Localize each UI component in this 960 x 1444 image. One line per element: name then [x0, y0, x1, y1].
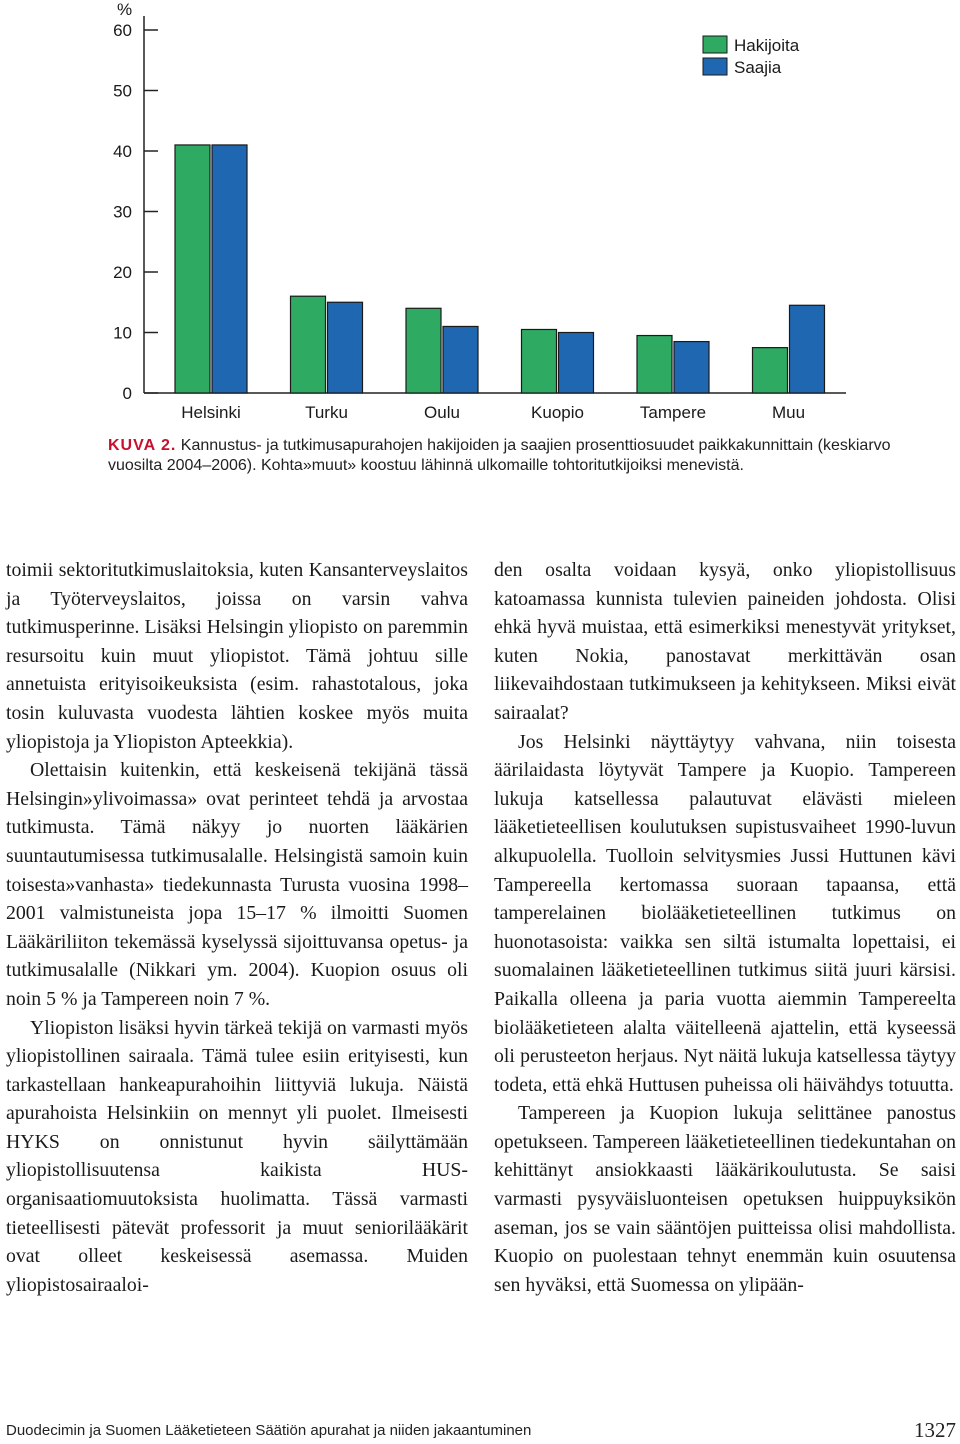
y-tick-label: 20	[113, 263, 132, 282]
y-tick-label: 60	[113, 21, 132, 40]
y-tick-label: 30	[113, 202, 132, 222]
figure-label: KUVA 2.	[108, 437, 177, 454]
figure-caption-text: Kannustus- ja tutkimusapurahojen hakijoiden ja saajien prosenttiosuudet paikkakunnittain (keskiarvo vuosilta 2004–2006). Kohta»muut» koostuu lähinnä ulkomaille tohtoritutkijoiksi menevistä.	[108, 437, 891, 474]
paragraph: toimii sektoritutkimuslaitoksia, kuten Kansanterveyslaitos ja Työterveyslaitos, joissa on varsin vahva tutkimusperinne. Lisäksi Helsingin yliopisto on paremmin resursoitu kuin muut yliopistot. Tämä johtuu sille annetuista erityisoikeuksista (esim. rahastotalous, joka tosin kuluvasta vuodesta lähtien koskee myös muita yliopistoja ja Yliopiston Apteekkia).	[6, 559, 468, 753]
page-number: 1327	[914, 1418, 956, 1442]
legend-swatch	[703, 58, 727, 75]
x-tick-label: Helsinki	[181, 403, 241, 422]
legend-label: Hakijoita	[734, 36, 800, 55]
bar	[753, 348, 788, 393]
running-title: Duodecimin ja Suomen Lääketieteen Säätiön apurahat ja niiden jakaantuminen	[6, 1422, 532, 1439]
bar	[559, 333, 594, 394]
legend-swatch	[703, 36, 727, 53]
bar	[212, 145, 247, 393]
bar	[674, 342, 709, 393]
bar	[328, 302, 363, 393]
y-unit-label: %	[117, 0, 133, 19]
left-text-column	[6, 556, 468, 1299]
bar	[175, 145, 210, 393]
x-tick-label: Muu	[771, 403, 806, 422]
legend-label: Saajia	[734, 58, 782, 77]
x-tick-label: Oulu	[424, 403, 460, 422]
page-footer	[6, 1418, 956, 1444]
y-tick-label: 40	[113, 142, 132, 161]
bar	[443, 326, 478, 393]
bar	[637, 336, 672, 393]
paragraph: Jos Helsinki näyttäytyy vahvana, niin toisesta äärilaidasta löytyvät Tampere ja Kuopio. Tampereen lukuja katsellessa palautuvat elävästi mieleen lääketieteellisen koulutuksen supistusvaiheet 1990-luvun alkupuolella. Tuolloin selvitysmies Jussi Huttunen kävi Tampereella kertomassa suoraan tapaansa, että tamperelainen biolääketieteellinen tutkimus on huonotasoista: vaikka sen siltä istumalta lopettaisi, ei suomalainen lääketieteellinen tutkimus siitä juuri kärsisi. Paikalla olleena ja paria vuotta aiemmin Tampereelta biolääketieteen alalta väitelleenä ajattelin, että kyseessä oli perusteeton herjaus. Nyt näitä lukuja katsellessa täytyy todeta, että ehkä Huttusen puheissa oli häivähdys totuutta.	[494, 730, 956, 1096]
bars	[175, 145, 825, 393]
paragraph: Olettaisin kuitenkin, että keskeisenä tekijänä tässä Helsingin»ylivoimassa» ovat perinteet tehdä ja arvostaa tutkimusta. Tämä näkyy jo nuorten lääkärien suuntautumisessa tutkimusalalle. Helsingistä samoin kuin toisesta»vanhasta» tiedekunnasta Turusta vuosina 1998–2001 valmistuneista jopa 15–17 % ilmoitti Suomen Lääkäriliiton tekemässä kyselyssä sijoittuvansa opetus- ja tutkimusalalle (Nikkari ym. 2004). Kuopion osuus oli noin 5 % ja Tampereen noin 7 %.	[6, 759, 468, 1010]
right-text-column	[494, 556, 956, 1299]
x-tick-label: Tampere	[639, 403, 707, 422]
y-tick-label: 10	[113, 323, 132, 343]
paragraph: den osalta voidaan kysyä, onko yliopistollisuus katoamassa kunnista tulevien paineiden johdosta. Olisi ehkä hyvä muistaa, että esimerkiksi menestyvät yritykset, kuten Nokia, panostavat merkittävän osan liikevaihdostaan tutkimukseen ja kehitykseen. Miksi eivät sairaalat?	[494, 559, 956, 724]
bar	[522, 329, 557, 393]
legend	[703, 36, 800, 77]
bar	[291, 296, 326, 393]
x-tick-label: Kuopio	[531, 403, 584, 422]
y-ticks	[113, 21, 158, 403]
bar	[790, 305, 825, 393]
paragraph: Yliopiston lisäksi hyvin tärkeä tekijä on varmasti myös yliopistollinen sairaala. Tämä tulee esiin erityisesti, kun tarkastellaan hankeapurahoihin liittyviä lukuja. Näistä apurahoista Helsinkiin on mennyt yli puolet. Ilmeisesti HYKS on onnistunut hyvin säilyttämään yliopistollisuutensa kaikista HUS-organisaatiomuutoksista huolimatta. Tässä varmasti tieteellisesti pätevät professorit ja muut seniorilääkärit ovat olleet keskeisessä asemassa. Muiden yliopistosairaaloi-	[6, 1016, 468, 1296]
bar-chart	[0, 0, 960, 430]
figure-caption	[108, 436, 938, 476]
bar	[406, 308, 441, 393]
y-tick-label: 0	[122, 384, 132, 403]
paragraph: Tampereen ja Kuopion lukuja selittänee panostus opetukseen. Tampereen lääketieteellinen tiedekuntahan on kehittänyt ansiokkaasti lääkärikoulutusta. Se saisi varmasti pysyväisluonteisen opetuksen huippuyksikön aseman, jos se vain sääntöjen puitteissa olisi mahdollista. Kuopio on puolestaan tehnyt enemmän kuin osuutensa sen hyväksi, että Suomessa on ylipään-	[494, 1102, 956, 1296]
x-tick-labels	[181, 403, 805, 422]
x-tick-label: Turku	[305, 403, 348, 422]
y-tick-label: 50	[113, 81, 132, 101]
